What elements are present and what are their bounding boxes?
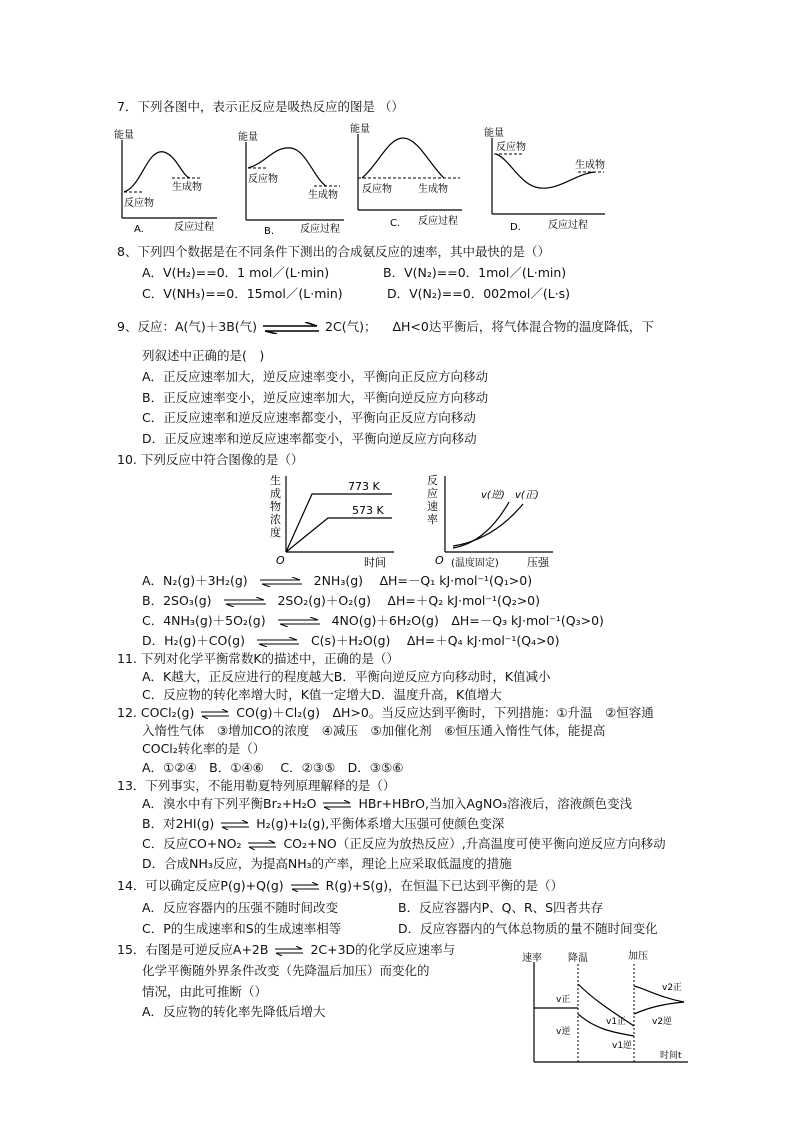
q15-line2: 化学平衡随外界条件改变（先降温后加压）而变化的	[142, 963, 430, 978]
q8-stem: 8、下列四个数据是在不同条件下测出的合成氨反应的速率，其中最快的是（）	[117, 244, 550, 259]
q14-option-c: C．P的生成速率和S的生成速率相等	[142, 921, 342, 936]
q15-option-a: A．反应物的转化率先降低后增大	[142, 1004, 326, 1019]
equilibrium-arrow-icon	[222, 597, 268, 607]
end-label: 生成物	[308, 190, 338, 201]
xlabel: 反应过程	[418, 216, 458, 227]
xlabel: 压强	[527, 556, 549, 569]
q9-stem2: 列叙述中正确的是( )	[142, 348, 265, 363]
ylabel-4: 浓	[270, 513, 281, 526]
q10-stem: 10. 下列反应中符合图像的是（）	[117, 452, 304, 467]
v1-forward-label: v1正	[606, 1017, 627, 1027]
q10-option-d: D．H₂(g)＋CO(g) C(s)＋H₂O(g) ΔH=＋Q₄ kJ·mol⁻¹(Q₄>0)	[142, 633, 560, 648]
q9-option-c: C．正反应速率和逆反应速率都变小，平衡向正反应方向移动	[142, 410, 476, 425]
letter: A.	[134, 224, 144, 234]
q13-option-a: A．溴水中有下列平衡Br₂+H₂O HBr+HBrO,当加入AgNO₃溶液后，溶液颜色变浅	[142, 796, 633, 811]
q9-option-b: B．正反应速率变小，逆反应速率加大，平衡向逆反应方向移动	[142, 390, 489, 405]
q7-graph-c	[348, 120, 466, 232]
v-forward-label: v正	[556, 995, 571, 1005]
cooling-label: 降温	[568, 953, 588, 964]
end-label: 生成物	[575, 160, 605, 171]
v2-forward-label: v2正	[662, 983, 683, 993]
letter: B.	[264, 226, 275, 236]
q10-option-b: B．2SO₃(g) 2SO₂(g)＋O₂(g) ΔH=＋Q₂ kJ·mol⁻¹(Q₂>0)	[142, 593, 541, 608]
reverse-rate-label: v(逆)	[481, 490, 505, 501]
equilibrium-arrow-icon	[276, 617, 322, 627]
q13-option-b: B．对2HI(g) H₂(g)+I₂(g),平衡体系增大压强可使颜色变深	[142, 816, 505, 831]
q9-stem-mid: 2C(气)；	[325, 319, 377, 334]
q8-option-d: D．V(N₂)==0．002mol／(L·s)	[387, 286, 571, 301]
q14-stem: 14．可以确定反应P(g)+Q(g) R(g)+S(g)，在恒温下已达到平衡的是（）	[117, 878, 564, 893]
pressurize-label: 加压	[628, 951, 648, 962]
q10-option-c: C．4NH₃(g)＋5O₂(g) 4NO(g)＋6H₂O(g) ΔH=－Q₃ kJ·mol⁻¹(Q₃>0)	[142, 613, 604, 628]
ylabel: 能量	[114, 130, 134, 141]
q7-graph-d	[480, 124, 610, 234]
xlabel: 时间t	[660, 1051, 682, 1061]
end-label: 生成物	[418, 184, 448, 195]
q15-line3: 情况，由此可推断（）	[142, 984, 268, 999]
ylabel-5: 度	[270, 526, 281, 539]
letter: C.	[390, 218, 401, 229]
q7-graph-a	[112, 126, 222, 234]
forward-rate-label: v(正)	[515, 490, 539, 501]
ylabel: 能量	[350, 124, 370, 135]
ylabel-3: 物	[270, 500, 281, 513]
q14-option-d: D．反应容器内的气体总物质的量不随时间变化	[398, 921, 658, 936]
v2-reverse-label: v2逆	[652, 1017, 673, 1027]
equilibrium-arrow-icon	[258, 577, 304, 587]
ylabel-2: 应	[427, 487, 438, 500]
q10-option-a: A．N₂(g)＋3H₂(g) 2NH₃(g) ΔH=－Q₁ kJ·mol⁻¹(Q₁>0)	[142, 573, 533, 588]
q12-line3: COCl₂转化率的是（）	[142, 741, 266, 756]
ylabel-3: 速	[427, 500, 438, 513]
ylabel: 速率	[522, 953, 542, 964]
end-label: 生成物	[172, 182, 202, 193]
q13-stem: 13．下列事实，不能用勒夏特列原理解释的是（）	[117, 778, 396, 793]
q11-stem: 11. 下列对化学平衡常数K的描述中，正确的是（）	[117, 651, 400, 666]
xlabel: 反应过程	[548, 220, 588, 231]
start-label: 反应物	[124, 198, 154, 209]
origin: O	[276, 554, 285, 567]
equilibrium-arrow-icon	[261, 322, 321, 334]
high-temp-label: 773 K	[348, 480, 380, 493]
q13-option-d: D．合成NH₃反应，为提高NH₃的产率，理论上应采取低温度的措施	[142, 856, 512, 871]
equilibrium-arrow-icon	[290, 882, 320, 892]
equilibrium-arrow-icon	[255, 637, 301, 647]
note: (温度固定)	[451, 558, 499, 569]
xlabel: 反应过程	[300, 224, 340, 235]
q12-line1: 12. COCl₂(g) CO(g)＋Cl₂(g) ΔH>0。当反应达到平衡时，下列措施：①升温 ②恒容通	[117, 705, 654, 720]
q12-line2: 入惰性气体 ③增加CO的浓度 ④减压 ⑤加催化剂 ⑥恒压通入惰性气体，能提高	[142, 723, 606, 738]
origin: O	[435, 554, 444, 567]
ylabel-1: 生	[270, 474, 281, 487]
equilibrium-arrow-icon	[220, 820, 250, 830]
start-label: 反应物	[496, 142, 526, 153]
xlabel: 反应过程	[174, 222, 214, 233]
q9-stem-left: 9、反应：A(气)＋3B(气)	[117, 319, 258, 334]
q14-option-a: A．反应容器内的压强不随时间改变	[142, 900, 339, 915]
v-reverse-label: v逆	[556, 1027, 571, 1037]
q9-stem	[117, 318, 654, 336]
equilibrium-arrow-icon	[247, 840, 277, 850]
q8-option-a: A．V(H₂)==0．1 mol／(L·min)	[142, 265, 330, 280]
ylabel: 能量	[238, 132, 258, 143]
q9-stem-right: ΔH<0达平衡后，将气体混合物的温度降低，下	[392, 319, 654, 334]
xlabel: 时间	[364, 556, 386, 569]
start-label: 反应物	[248, 174, 278, 185]
q11-options-cd: C．反应物的转化率增大时，K值一定增大D．温度升高，K值增大	[142, 687, 502, 702]
q9-option-a: A．正反应速率加大，逆反应速率变小，平衡向正反应方向移动	[142, 369, 489, 384]
q11-options-ab: A．K越大，正反应进行的程度越大B．平衡向逆反应方向移动时，K值减小	[142, 669, 551, 684]
low-temp-label: 573 K	[352, 504, 384, 517]
q14-option-b: B．反应容器内P、Q、R、S四者共存	[398, 900, 604, 915]
q10-graph-concentration	[268, 470, 398, 572]
ylabel-1: 反	[427, 474, 438, 487]
equilibrium-arrow-icon	[322, 800, 352, 810]
q15-rate-graph	[520, 950, 692, 1070]
q7-stem: 7．下列各图中，表示正反应是吸热反应的图是 （）	[117, 99, 404, 114]
q9-option-d: D．正反应速率和逆反应速率都变小，平衡向逆反应方向移动	[142, 431, 477, 446]
ylabel: 能量	[484, 128, 504, 139]
equilibrium-arrow-icon	[274, 946, 304, 956]
start-label: 反应物	[362, 184, 392, 195]
q12-options: A．①②④ B．①④⑥ C．②③⑤ D．③⑤⑥	[142, 760, 404, 775]
q10-graph-rate	[423, 470, 563, 574]
letter: D.	[510, 222, 521, 233]
q7-graph-b	[236, 128, 348, 236]
q8-option-b: B．V(N₂)==0．1mol／(L·min)	[383, 265, 567, 280]
equilibrium-arrow-icon	[200, 709, 230, 719]
ylabel-2: 成	[270, 487, 281, 500]
v1-reverse-label: v1逆	[612, 1041, 633, 1051]
ylabel-4: 率	[427, 513, 438, 526]
q8-option-c: C．V(NH₃)==0．15mol／(L·min)	[142, 286, 343, 301]
q15-line1: 15．右图是可逆反应A+2B 2C+3D的化学反应速率与	[117, 942, 456, 957]
q13-option-c: C．反应CO+NO₂ CO₂+NO（正反应为放热反应）,升高温度可使平衡向逆反应方向移动	[142, 836, 666, 851]
